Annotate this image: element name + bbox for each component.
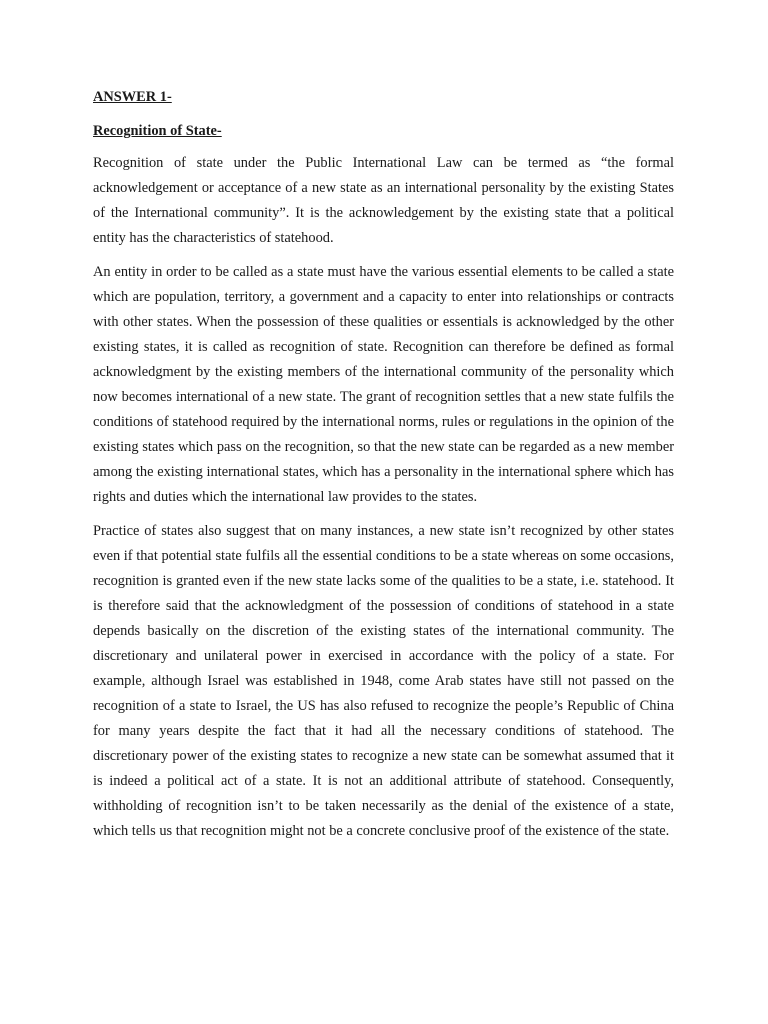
document-page [93, 87, 674, 853]
paragraph-1: Recognition of state under the Public International Law can be termed as “the formal acknowledgement or acceptance of a new state as an international personality by the existing States of the International community”. It is the acknowledgement by the existing state that a political entity has the characteristics of statehood. [93, 155, 674, 246]
answer-heading: ANSWER 1- [93, 89, 172, 105]
section-heading: Recognition of State- [93, 123, 222, 139]
paragraph-2: An entity in order to be called as a state must have the various essential elements to be called a state which are population, territory, a government and a capacity to enter into relationships or contracts with other states. When the possession of these qualities or essentials is acknowledged by the other existing states, it is called as recognition of state. Recognition can therefore be defined as formal acknowledgment by the existing members of the international community of the personality which now becomes international of a new state. The grant of recognition settles that a new state fulfils the conditions of statehood required by the international norms, rules or regulations in the opinion of the existing states which pass on the recognition, so that the new state can be regarded as a new member among the existing international states, which has a personality in the international sphere which has rights and duties which the international law provides to the states. [93, 264, 674, 505]
paragraph-3: Practice of states also suggest that on many instances, a new state isn’t recognized by other states even if that potential state fulfils all the essential conditions to be a state whereas on some occasions, recognition is granted even if the new state lacks some of the qualities to be a state, i.e. statehood. It is therefore said that the acknowledgment of the possession of conditions of statehood in a state depends basically on the discretion of the existing states of the international community. The discretionary and unilateral power in exercised in accordance with the policy of a state. For example, although Israel was established in 1948, come Arab states have still not passed on the recognition of a state to Israel, the US has also refused to recognize the people’s Republic of China for many years despite the fact that it had all the necessary conditions of statehood. The discretionary power of the existing states to recognize a new state can be somewhat assumed that it is indeed a political act of a state. It is not an additional attribute of statehood. Consequently, withholding of recognition isn’t to be taken necessarily as the denial of the existence of a state, which tells us that recognition might not be a concrete conclusive proof of the existence of the state. [93, 523, 674, 839]
